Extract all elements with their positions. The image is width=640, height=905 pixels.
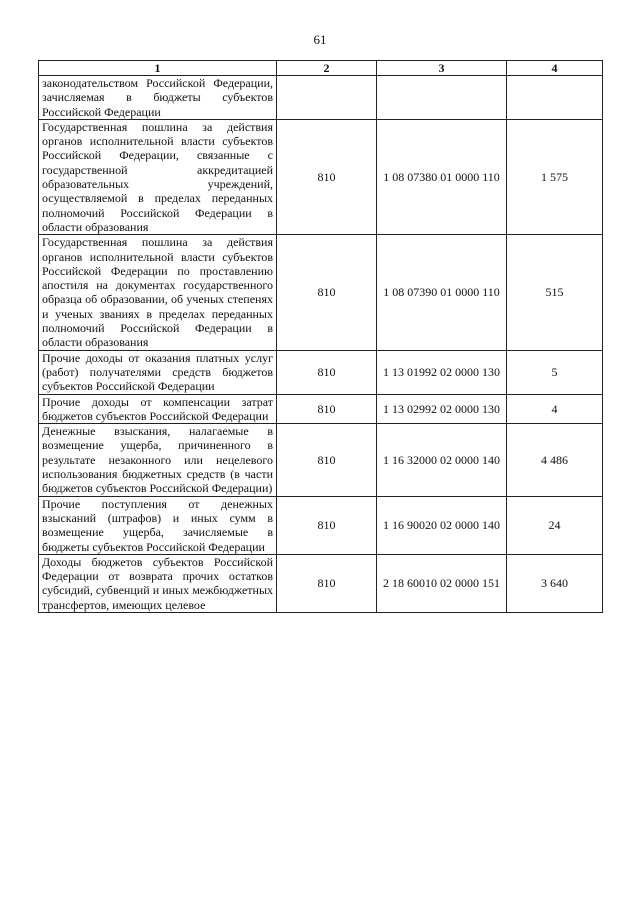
column-header-1: 1 <box>39 61 277 76</box>
amount: 3 640 <box>507 554 603 612</box>
budget-classification-code: 2 18 60010 02 0000 151 <box>377 554 507 612</box>
budget-classification-code: 1 16 90020 02 0000 140 <box>377 496 507 554</box>
administrator-code <box>277 76 377 120</box>
administrator-code: 810 <box>277 350 377 394</box>
revenue-description: Прочие доходы от компенсации затрат бюджетов субъектов Российской Федерации <box>39 394 277 424</box>
table-row <box>39 76 603 120</box>
revenue-table <box>38 60 603 613</box>
budget-classification-code <box>377 76 507 120</box>
amount: 4 <box>507 394 603 424</box>
budget-classification-code: 1 16 32000 02 0000 140 <box>377 424 507 496</box>
revenue-description: Прочие поступления от денежных взысканий (штрафов) и иных сумм в возмещение ущерба, зачисляемые в бюджеты субъектов Российской Федерации <box>39 496 277 554</box>
revenue-description: Доходы бюджетов субъектов Российской Федерации от возврата прочих остатков субсидий, субвенций и иных межбюджетных трансфертов, имеющих целевое <box>39 554 277 612</box>
column-header-4: 4 <box>507 61 603 76</box>
budget-classification-code: 1 08 07380 01 0000 110 <box>377 119 507 234</box>
page-number: 61 <box>313 32 327 47</box>
budget-classification-code: 1 13 01992 02 0000 130 <box>377 350 507 394</box>
revenue-description: законодательством Российской Федерации, зачисляемая в бюджеты субъектов Российской Федерации <box>39 76 277 120</box>
revenue-description: Государственная пошлина за действия органов исполнительной власти субъектов Российской Федерации по проставлению апостиля на документах государственного образца об образовании, об ученых степенях и ученых званиях в пределах переданных полномочий Российской Федерации в области образования <box>39 235 277 350</box>
administrator-code: 810 <box>277 394 377 424</box>
amount: 1 575 <box>507 119 603 234</box>
amount <box>507 76 603 120</box>
table-row <box>39 235 603 350</box>
column-header-2: 2 <box>277 61 377 76</box>
amount: 515 <box>507 235 603 350</box>
column-header-3: 3 <box>377 61 507 76</box>
budget-classification-code: 1 08 07390 01 0000 110 <box>377 235 507 350</box>
budget-classification-code: 1 13 02992 02 0000 130 <box>377 394 507 424</box>
table-header-row <box>39 61 603 76</box>
table-row <box>39 350 603 394</box>
administrator-code: 810 <box>277 496 377 554</box>
revenue-description: Прочие доходы от оказания платных услуг (работ) получателями средств бюджетов субъектов Российской Федерации <box>39 350 277 394</box>
administrator-code: 810 <box>277 554 377 612</box>
amount: 24 <box>507 496 603 554</box>
revenue-description: Государственная пошлина за действия органов исполнительной власти субъектов Российской Федерации, связанные с государственной аккредитацией образовательных учреждений, осуществляемой в пределах переданных полномочий Российской Федерации в области образования <box>39 119 277 234</box>
administrator-code: 810 <box>277 424 377 496</box>
table-row <box>39 119 603 234</box>
administrator-code: 810 <box>277 119 377 234</box>
table-row <box>39 424 603 496</box>
table-row <box>39 394 603 424</box>
administrator-code: 810 <box>277 235 377 350</box>
amount: 4 486 <box>507 424 603 496</box>
amount: 5 <box>507 350 603 394</box>
table-row <box>39 554 603 612</box>
table-row <box>39 496 603 554</box>
revenue-description: Денежные взыскания, налагаемые в возмещение ущерба, причиненного в результате незаконного или нецелевого использования бюджетных средств (в части бюджетов субъектов Российской Федерации) <box>39 424 277 496</box>
